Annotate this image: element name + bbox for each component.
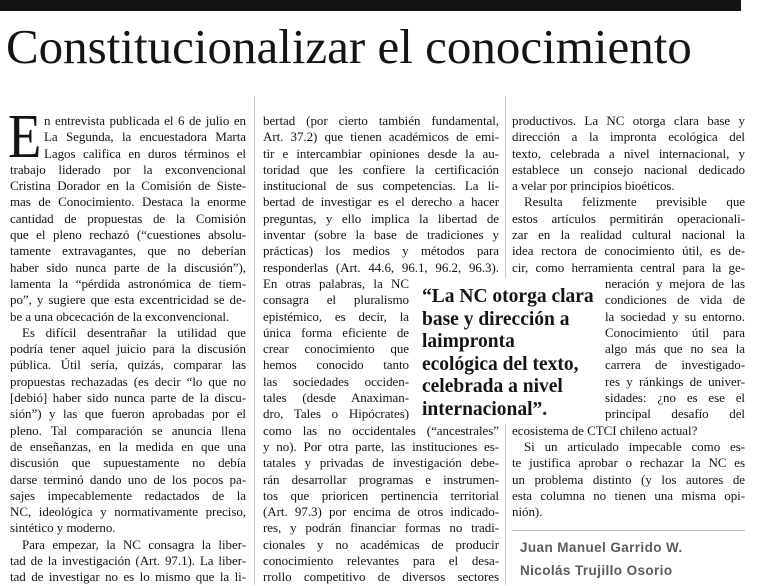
text-line: (Art. 97.3) por encima de otros indicado- — [263, 504, 499, 520]
text-line: Lagos califica en duros términos el — [44, 145, 246, 161]
column-rule — [505, 96, 506, 278]
text-line: pleno. Tal comparación se anuncia llena — [10, 422, 246, 438]
text-line: crear conocimiento que — [263, 341, 409, 357]
top-rule — [0, 0, 741, 11]
text-line: la sociedad y su entorno. — [605, 308, 745, 324]
author-name: Juan Manuel Garrido W. — [520, 540, 683, 555]
text-line: podría tener aquel juicio para la discusión — [10, 341, 246, 357]
text-line: pública. Útil sería, quizás, comparar las — [10, 357, 246, 373]
text-line: tir e intercambiar opiniones desde la au- — [263, 145, 499, 161]
text-line: tales (desde Anaximan- — [263, 390, 409, 406]
text-line: sión”) y las que fueron aprobadas por el — [10, 406, 246, 422]
text-line: bertad de investigar es el derecho a hacer — [263, 194, 499, 210]
text-line: La Segunda, la encuestadora Marta — [44, 129, 246, 145]
text-line: institucional de sus competencias. La li- — [263, 178, 499, 194]
text-line: un problema distinto (y los autores de — [512, 471, 745, 487]
text-line: cir, como herramienta central para la ge- — [512, 259, 745, 275]
text-line: esta columna no tienen una misma opi- — [512, 487, 745, 503]
text-line: hemos conocido tanto — [263, 357, 409, 373]
text-line: po”, y sugiere que esta excentricidad se de- — [10, 292, 246, 308]
text-line: ecosistema de CTCI chileno actual? — [512, 422, 698, 438]
column-rule — [505, 424, 506, 585]
text-line: rán desarrollar programas e instrumen- — [263, 471, 499, 487]
text-line: En otras palabras, la NC — [263, 275, 409, 291]
text-line: zar en la realidad cultural nacional la — [512, 227, 745, 243]
pull-quote-line: ecológica del texto, — [422, 353, 579, 375]
text-line: que el pleno rechazó (“cuestiones absolu- — [10, 227, 246, 243]
column-1 — [10, 113, 246, 586]
text-line: principal desafío del — [605, 406, 745, 422]
text-line: idea rectora de conocimiento útil, es de- — [512, 243, 745, 259]
text-line: discusión que supuestamente no debía — [10, 455, 246, 471]
text-line: tad de investigar no es lo mismo que la li- — [10, 569, 246, 585]
text-line: tos que prioricen pertinencia territorial — [263, 487, 499, 503]
text-line: darse terminó dando uno de los pocos pa- — [10, 471, 246, 487]
text-line: be a una obcecación de la exconvencional. — [10, 308, 230, 324]
text-line: cionales y no académicas de producir — [263, 536, 499, 552]
text-line: conocimiento relevantes para el desa- — [263, 553, 499, 569]
text-line: sidades: ¿no es ese el — [605, 390, 745, 406]
pull-quote-line: celebrada a nivel — [422, 376, 563, 397]
text-line: inventar (sobre la base de tradiciones y — [263, 227, 499, 243]
text-line: responderlas (Art. 44.6, 96.1, 96.2, 96.3). — [263, 259, 499, 275]
text-line: [debió] haber sido nunca parte de la discu- — [10, 390, 246, 406]
column-rule — [254, 96, 255, 585]
text-line: preguntas, y ello implica la libertad de — [263, 210, 499, 226]
text-line: Conocimiento útil para — [605, 324, 745, 340]
drop-cap: E — [8, 103, 42, 171]
text-line: haber sido nunca parte de la discusión”), — [10, 259, 246, 275]
text-line: nión). — [512, 504, 543, 520]
text-line: establece un consejo nacional dedicado — [512, 161, 745, 177]
text-line: tamente extravagantes, que no deberían — [10, 243, 246, 259]
text-line: tad de la investigación (Art. 97.1). La liber- — [10, 553, 246, 569]
article-title: Constitucionalizar el conocimiento — [6, 19, 692, 74]
text-line: n entrevista publicada el 6 de julio en — [44, 113, 246, 128]
text-line: condiciones de vida de — [605, 292, 745, 308]
text-line: a velar por principios bioéticos. — [512, 178, 675, 194]
text-line: prácticas) los medios y métodos para — [263, 243, 499, 259]
text-line: te justifica aprobar o rechazar la NC es — [512, 455, 745, 471]
author-name: Nicolás Trujillo Osorio — [520, 563, 673, 578]
pull-quote-line: base y dirección a — [422, 308, 570, 330]
text-line: Para empezar, la NC consagra la liber- — [22, 536, 246, 552]
text-line: las sociedades occiden- — [263, 373, 409, 389]
text-line: mas de Conocimiento. Destaca la enorme — [10, 194, 246, 210]
pull-quote-line: “La NC otorga clara — [422, 286, 594, 307]
text-line: estos artículos permitirán operacionali- — [512, 210, 745, 226]
text-line: NC, ideológica y normativamente preciso, — [10, 504, 246, 520]
text-line: de enseñanzas, en la medida en que una — [10, 438, 246, 454]
column-3 — [512, 113, 745, 520]
text-line: consagra el pluralismo — [263, 292, 409, 308]
text-line: res, y podrán financiar formas no tradi- — [263, 520, 499, 536]
byline-rule — [512, 530, 745, 531]
text-line: bertad (por cierto también fundamental, — [263, 113, 499, 128]
text-line: única forma eficiente de — [263, 324, 409, 340]
pull-quote-line: laimpronta — [422, 331, 515, 352]
text-line: trabajo liderado por la exconvencional — [10, 161, 246, 177]
text-line: dro, Tales o Hipócrates) — [263, 406, 409, 422]
text-line: algo más que no sea la — [605, 341, 745, 357]
pull-quote-line: internacional”. — [422, 398, 548, 420]
text-line: res y ránkings de univer- — [605, 373, 745, 389]
text-line: cantidad de propuestas de la Comisión — [10, 210, 246, 226]
text-line: tatales y privadas de investigación debe- — [263, 455, 499, 471]
text-line: productivos. La NC otorga clara base y — [512, 113, 745, 128]
text-line: Cristina Dorador en la Comisión de Siste- — [10, 178, 246, 194]
text-line: epistémico, es decir, la — [263, 308, 409, 324]
text-line: dirección a la impronta ecológica del — [512, 129, 745, 145]
text-line: y no). Por otra parte, las instituciones es- — [263, 438, 499, 454]
text-line: rrollo competitivo de diversos sectores — [263, 569, 499, 585]
text-line: carrera de investigado- — [605, 357, 745, 373]
text-line: propuestas rechazadas (es decir “lo que no — [10, 373, 246, 389]
text-line: Si un articulado impecable como es- — [524, 438, 745, 454]
text-line: Resulta felizmente previsible que — [524, 194, 745, 210]
text-line: como las no occidentales (“ancestrales” — [263, 422, 499, 438]
text-line: Es difícil desentrañar la utilidad que — [22, 324, 246, 340]
text-line: lamenta la “pérdida astronómica de tiem- — [10, 275, 246, 291]
text-line: sajes impecablemente redactados de la — [10, 487, 246, 503]
text-line: neración y mejora de las — [605, 275, 745, 291]
text-line: Art. 37.2) que tienen académicos de emi- — [263, 129, 499, 145]
text-line: toridad que les confiere la certificación — [263, 161, 499, 177]
text-line: sintético y moderno. — [10, 520, 116, 536]
text-line: texto, celebrada a nivel internacional, y — [512, 145, 745, 161]
